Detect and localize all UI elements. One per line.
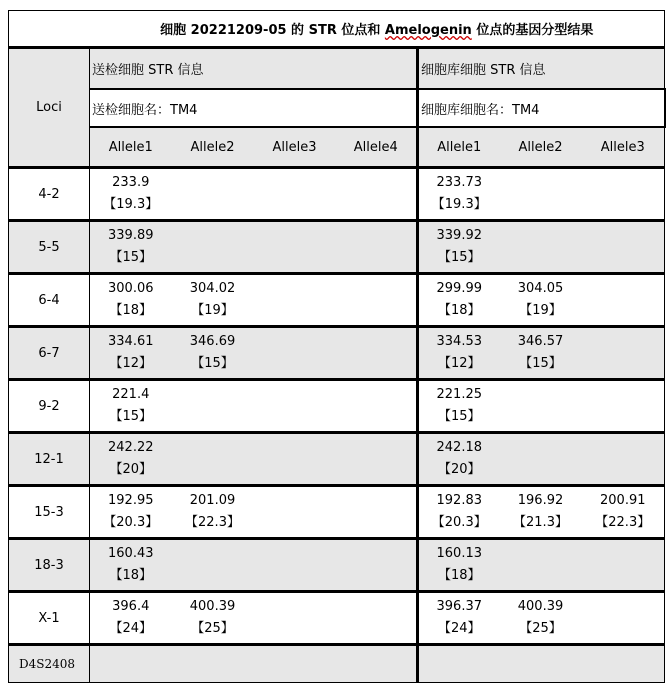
allele-call: 【20.3】 [431,515,487,530]
submitted-allele-cell [90,433,172,486]
allele-size: 396.4 [112,599,150,614]
allele-size: 304.05 [517,281,564,296]
allele-size: 346.69 [189,334,236,349]
allele-call: 【19.3】 [431,197,487,212]
library-allele-cell [500,327,582,380]
submitted-allele-cell [172,592,254,645]
locus-label: 6-4 [9,274,90,327]
library-allele-cell [418,168,500,221]
locus-row [9,539,665,592]
submitted-allele-cell [336,168,418,221]
allele-size: 242.22 [108,440,154,455]
library-allele-cell [418,433,500,486]
library-allele-cell [418,274,500,327]
allele-call: 【15】 [191,356,234,371]
library-allele-cell [418,380,500,433]
allele-size: 304.02 [189,281,236,296]
submitted-allele-cell [90,539,172,592]
submitted-allele-header: Allele2 [172,127,254,168]
str-genotype-table [8,10,666,683]
loci-header: Loci [9,48,90,168]
locus-label: 9-2 [9,380,90,433]
locus-label: 4-2 [9,168,90,221]
submitted-allele-cell [172,168,254,221]
submitted-allele-cell [90,380,172,433]
submitted-allele-cell [172,380,254,433]
allele-size: 221.4 [112,387,150,402]
submitted-allele-cell [336,486,418,539]
library-allele-cell [582,592,665,645]
title-prefix: 细胞 20221209-05 的 STR 位点和 [160,23,385,38]
submitted-allele-cell [254,221,336,274]
library-section-title: 细胞库细胞 STR 信息 [418,48,665,90]
allele-call: 【20】 [437,462,481,477]
library-allele-cell [500,592,582,645]
allele-call: 【19】 [519,303,562,318]
title-suffix: 位点的基因分型结果 [471,23,594,38]
allele-call: 【15】 [437,409,481,424]
allele-call: 【15】 [519,356,562,371]
allele-call: 【20】 [109,462,153,477]
library-allele-cell [582,168,665,221]
locus-label: 12-1 [9,433,90,486]
submitted-allele-cell [172,274,254,327]
submitted-allele-cell [172,327,254,380]
locus-label: 18-3 [9,539,90,592]
library-allele-cell [500,221,582,274]
locus-row [9,592,665,645]
allele-size: 233.9 [112,175,150,190]
library-allele-cell [418,539,500,592]
library-allele-cell [418,486,500,539]
submitted-allele-cell [254,274,336,327]
locus-label: 5-5 [9,221,90,274]
submitted-allele-cell [336,274,418,327]
allele-size: 346.57 [517,334,564,349]
locus-row [9,486,665,539]
submitted-allele-header: Allele4 [336,127,418,168]
library-allele-cell [500,274,582,327]
locus-row [9,274,665,327]
allele-size: 192.95 [108,493,154,508]
submitted-allele-header: Allele3 [254,127,336,168]
allele-call: 【21.3】 [513,515,568,530]
locus-label: D4S2408 [9,645,90,683]
submitted-allele-cell [336,380,418,433]
library-allele-cell [582,380,665,433]
locus-row [9,221,665,274]
allele-call: 【19.3】 [103,197,159,212]
allele-size: 160.43 [108,546,154,561]
submitted-allele-cell [336,433,418,486]
locus-label: X-1 [9,592,90,645]
submitted-allele-cell [90,221,172,274]
submitted-allele-cell [90,168,172,221]
submitted-allele-cell [172,221,254,274]
submitted-allele-cell [90,327,172,380]
allele-call: 【25】 [191,621,234,636]
library-allele-cell [418,327,500,380]
title-amelogenin: Amelogenin [384,23,472,38]
submitted-allele-cell [336,539,418,592]
allele-call: 【12】 [437,356,481,371]
allele-size: 192.83 [436,493,482,508]
submitted-section-title: 送检细胞 STR 信息 [90,48,418,90]
table-title [90,11,665,48]
submitted-allele-cell [254,168,336,221]
library-allele-cell [418,221,500,274]
allele-call: 【18】 [109,568,153,583]
submitted-cell-name: 送检细胞名：TM4 [90,89,418,127]
allele-size: 242.18 [436,440,482,455]
allele-call: 【15】 [109,409,153,424]
allele-size: 300.06 [108,281,154,296]
library-allele-header: Allele1 [418,127,500,168]
library-cell-name: 细胞库细胞名：TM4 [418,89,665,127]
allele-call: 【25】 [519,621,562,636]
allele-call: 【20.3】 [103,515,159,530]
submitted-allele-cell [254,539,336,592]
allele-size: 233.73 [436,175,482,190]
submitted-allele-cell [336,592,418,645]
submitted-allele-cell [254,433,336,486]
submitted-allele-cell [254,380,336,433]
locus-row [9,327,665,380]
library-allele-cell [500,380,582,433]
allele-size: 201.09 [189,493,236,508]
library-allele-cell [500,539,582,592]
submitted-allele-cell [90,486,172,539]
allele-call: 【24】 [109,621,153,636]
allele-call: 【18】 [437,303,481,318]
allele-size: 339.89 [108,228,154,243]
submitted-allele-cell [336,221,418,274]
library-allele-cell [500,433,582,486]
allele-call: 【22.3】 [595,515,651,530]
library-allele-cell [582,221,665,274]
library-allele-header: Allele2 [500,127,582,168]
submitted-allele-cell [254,486,336,539]
allele-call: 【15】 [109,250,153,265]
library-allele-cell [582,274,665,327]
allele-size: 299.99 [436,281,482,296]
library-allele-header: Allele3 [582,127,665,168]
submitted-allele-cell [336,327,418,380]
locus-row [9,380,665,433]
library-allele-cell [500,486,582,539]
submitted-allele-header: Allele1 [90,127,172,168]
allele-call: 【22.3】 [185,515,240,530]
library-allele-cell [500,168,582,221]
allele-call: 【19】 [191,303,234,318]
submitted-allele-cell [254,327,336,380]
submitted-allele-cell [172,486,254,539]
allele-size: 160.13 [436,546,482,561]
locus-label: 6-7 [9,327,90,380]
allele-call: 【18】 [437,568,481,583]
allele-size: 400.39 [189,599,236,614]
allele-call: 【12】 [109,356,153,371]
allele-size: 334.61 [108,334,154,349]
submitted-allele-cell [90,592,172,645]
allele-size: 334.53 [436,334,482,349]
library-allele-cell [582,433,665,486]
locus-row [9,168,665,221]
library-allele-cell [582,486,665,539]
submitted-allele-cell [172,433,254,486]
allele-size: 200.91 [600,493,646,508]
allele-size: 396.37 [436,599,482,614]
title-corner-cell [9,11,90,48]
locus-row [9,433,665,486]
allele-size: 221.25 [436,387,482,402]
allele-size: 196.92 [517,493,564,508]
submitted-allele-cell [254,592,336,645]
allele-call: 【24】 [437,621,481,636]
allele-call: 【15】 [437,250,481,265]
library-allele-cell [418,592,500,645]
submitted-allele-cell [172,539,254,592]
allele-call: 【18】 [109,303,153,318]
locus-label: 15-3 [9,486,90,539]
submitted-allele-cell [90,274,172,327]
library-allele-cell [582,327,665,380]
allele-size: 339.92 [436,228,482,243]
allele-size: 400.39 [517,599,564,614]
library-allele-cell [582,539,665,592]
